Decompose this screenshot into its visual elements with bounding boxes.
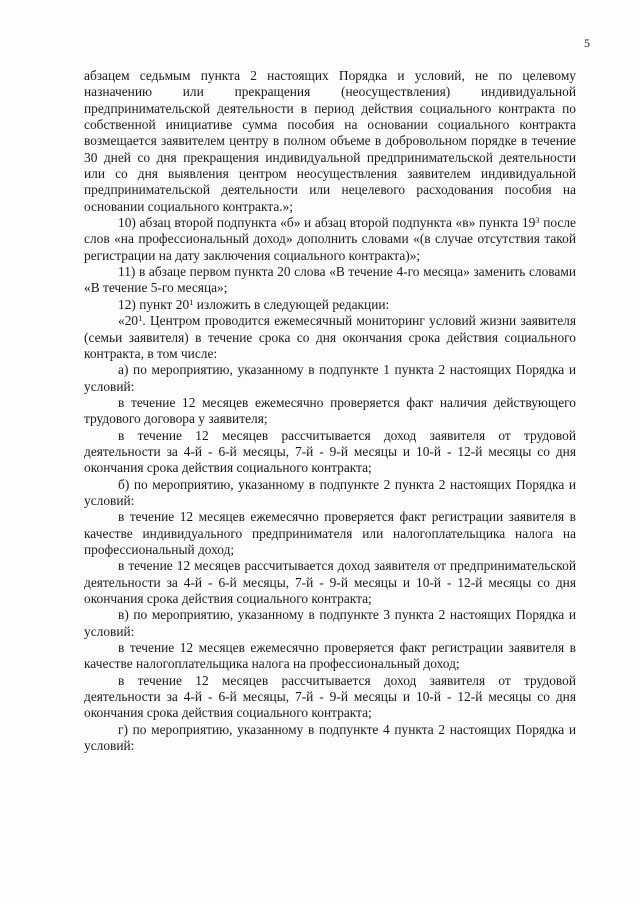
superscript: 1 bbox=[138, 313, 143, 324]
paragraph-subitem-a: а) по мероприятию, указанному в подпункте 1 пункта 2 настоящих Порядка и условий: bbox=[84, 362, 576, 394]
paragraph-b-income: в течение 12 месяцев рассчитывается доход заявителя от предпринимательской деятельности за 4-й - 6-й месяцы, 7-й - 9-й месяцы и 10-й - 12-й месяцы со дня окончания срока действия социального контракта; bbox=[84, 558, 576, 606]
superscript: 1 bbox=[189, 296, 194, 307]
superscript: 3 bbox=[535, 215, 540, 226]
paragraph-text: изложить в следующей редакции: bbox=[193, 296, 390, 312]
paragraph-text: «20 bbox=[118, 313, 139, 329]
paragraph-subitem-b: б) по мероприятию, указанному в подпункте 2 пункта 2 настоящих Порядка и условий: bbox=[84, 476, 576, 508]
paragraph-b-check: в течение 12 месяцев ежемесячно проверяется факт регистрации заявителя в качестве индивидуального предпринимателя или налогоплательщика налога на профессиональный доход; bbox=[84, 509, 576, 557]
paragraph-a-income: в течение 12 месяцев рассчитывается доход заявителя от трудовой деятельности за 4-й - 6-й месяцы, 7-й - 9-й месяцы и 10-й - 12-й месяцы со дня окончания срока действия социального контракта; bbox=[84, 427, 576, 476]
paragraph-text: 10) абзац второй подпункта «б» и абзац второй подпункта «в» пункта 19 bbox=[118, 215, 536, 231]
paragraph-item-11: 11) в абзаце первом пункта 20 слова «В течение 4-го месяца» заменить словами «В течение 5-го месяца»; bbox=[84, 264, 576, 296]
paragraph-a-check: в течение 12 месяцев ежемесячно проверяется факт наличия действующего трудового договора у заявителя; bbox=[84, 394, 576, 427]
page-number: 5 bbox=[584, 36, 590, 50]
paragraph-subitem-g: г) по мероприятию, указанному в подпункте 4 пункта 2 настоящих Порядка и условий: bbox=[84, 721, 576, 754]
paragraph-point-20-1 bbox=[84, 313, 576, 362]
paragraph-text: . Центром проводится ежемесячный мониторинг условий жизни заявителя (семьи заявителя) в течение срока со дня окончания срока действия социального контракта, в том числе: bbox=[84, 313, 576, 361]
paragraph-v-income: в течение 12 месяцев рассчитывается доход заявителя от трудовой деятельности за 4-й - 6-й месяцы, 7-й - 9-й месяцы и 10-й - 12-й месяцы со дня окончания срока действия социального контракта; bbox=[84, 672, 576, 721]
paragraph-item-10 bbox=[84, 215, 576, 264]
paragraph-subitem-v: в) по мероприятию, указанному в подпункте 3 пункта 2 настоящих Порядка и условий: bbox=[84, 607, 576, 639]
paragraph-text: 12) пункт 20 bbox=[118, 296, 190, 312]
document-body bbox=[84, 68, 576, 754]
paragraph-text: после слов «на профессиональный доход» дополнить словами «(в случае отсутствия такой регистрации на дату заключения социального контракта)»; bbox=[84, 215, 576, 263]
paragraph-v-check: в течение 12 месяцев ежемесячно проверяется факт регистрации заявителя в качестве налогоплательщика налога на профессиональный доход; bbox=[84, 640, 576, 672]
paragraph-item-12 bbox=[84, 297, 576, 313]
paragraph-continuation: абзацем седьмым пункта 2 настоящих Порядка и условий, не по целевому назначению или прекращения (неосуществления) индивидуальной предпринимательской деятельности в период действия социального контракта по собственной инициативе сумма пособия на основании социального контракта возмещается заявителем центру в полном объеме в добровольном порядке в течение 30 дней со дня прекращения индивидуальной предпринимательской деятельности или со дня выявления центром неосуществления заявителем индивидуальной предпринимательской деятельности или нецелевого расходования пособия на основании социального контракта.»; bbox=[84, 68, 576, 214]
